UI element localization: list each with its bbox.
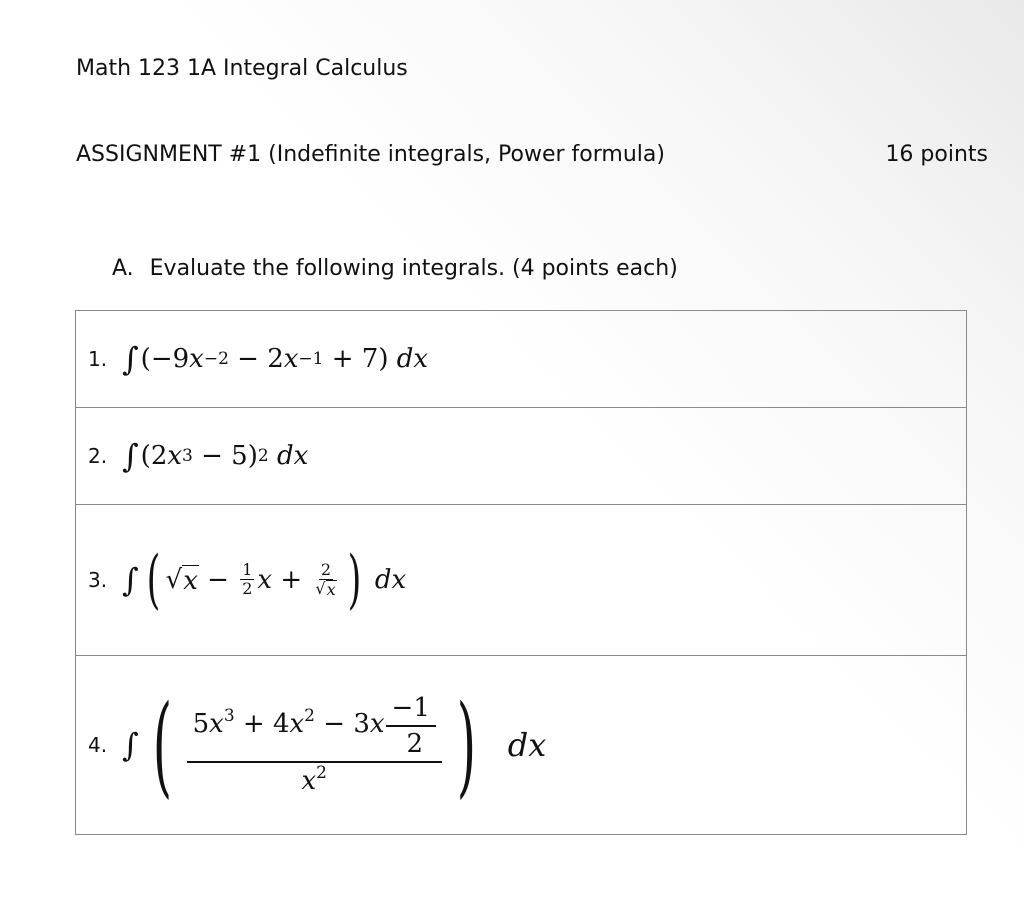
problem-4-expression: ∫ ( $5x^3 + 4x^2 - 3x$ $\frac{-1}{2}$ $x^2$ ) dx (122, 681, 547, 809)
part-a-instruction: Evaluate the following integrals. (4 points each) (149, 256, 678, 281)
problem-number: 4. (88, 733, 108, 757)
problem-number: 1. (88, 347, 108, 371)
course-title: Math 123 1A Integral Calculus (76, 56, 408, 81)
assignment-title: ASSIGNMENT #1 (Indefinite integrals, Power formula) (76, 142, 665, 167)
problem-row (76, 311, 967, 408)
problem-3-expression: ∫ ( √ x − $\frac{1}{2}$ x + 2 √ x ) dx (122, 543, 407, 617)
part-a-label: A. (112, 256, 134, 281)
problem-number: 3. (88, 568, 108, 592)
problem-1 (76, 311, 966, 407)
total-points: 16 points (885, 142, 988, 167)
problem-4 (76, 656, 966, 834)
problems-table (75, 310, 967, 835)
problem-number: 2. (88, 444, 108, 468)
problem-1-expression: ∫ (−9 x −2 − 2 x −1 + 7) dx (122, 340, 429, 378)
problem-row (76, 505, 967, 656)
problem-3 (76, 505, 966, 655)
problem-2-expression: ∫ (2 x 3 − 5) 2 dx (122, 437, 309, 475)
problem-row (76, 656, 967, 835)
problem-2 (76, 408, 966, 504)
part-a-heading (112, 256, 678, 281)
problem-row (76, 408, 967, 505)
